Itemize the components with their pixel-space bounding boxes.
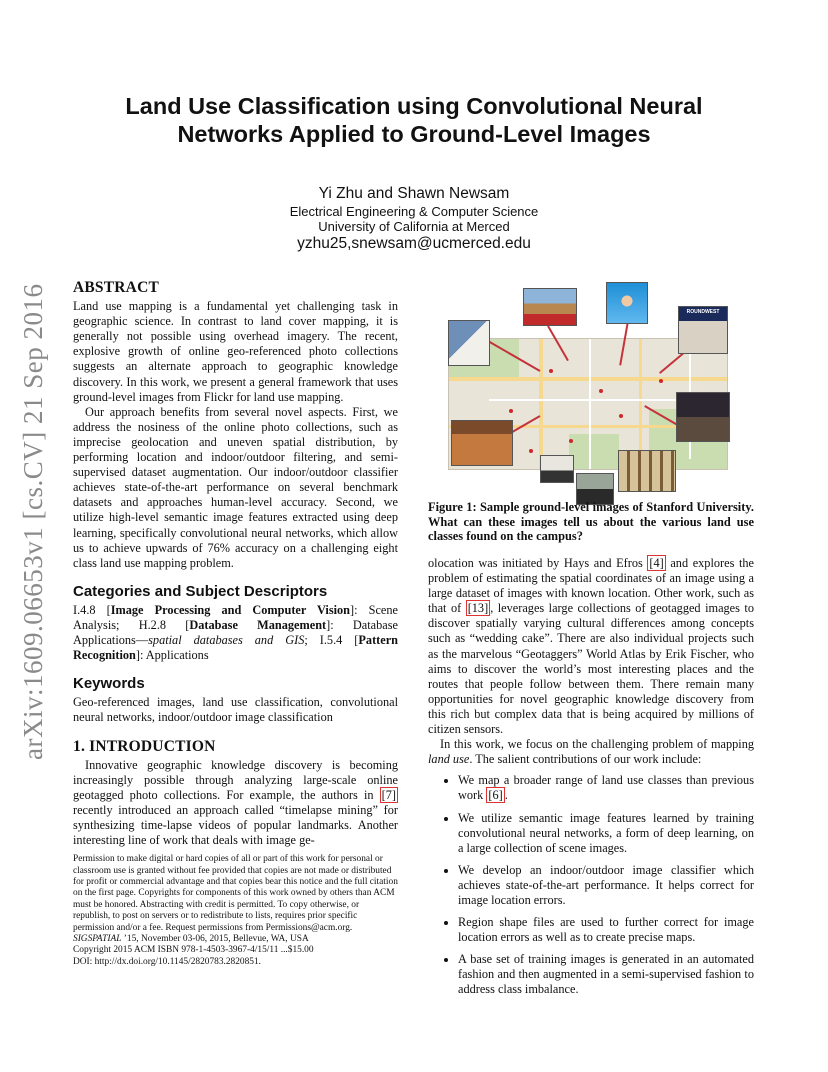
photo-thumbnail-gym — [451, 420, 513, 466]
list-item: • A base set of training images is generated in an automated fashion and then augmented in a semi-supervised fashion to address class imbalance. — [458, 952, 754, 997]
introduction-heading: 1. INTRODUCTION — [73, 737, 216, 755]
list-item: • We develop an indoor/outdoor image classifier which achieves state-of-the-art performance. It helps correct for image location errors. — [458, 863, 754, 908]
figure-1-caption: Figure 1: Sample ground-level images of Stanford University. What can these images tell us about the various land use classes found on the campus? — [428, 500, 754, 544]
citation-4[interactable]: [4] — [649, 556, 664, 570]
list-item: • Region shape files are used to further correct for image location errors as well as to create precise maps. — [458, 915, 754, 945]
venue-line: SIGSPATIAL ’15, November 03-06, 2015, Bellevue, WA, USA — [73, 934, 309, 945]
photo-thumbnail-building — [523, 288, 577, 326]
figure-1 — [428, 280, 754, 505]
author-block — [160, 184, 668, 253]
photo-thumbnail-swimmer — [606, 282, 648, 324]
right-paragraph-2: In this work, we focus on the challenging problem of mapping land use. The salient contributions of our work include: — [428, 737, 754, 767]
left-column — [73, 280, 398, 968]
citation-6[interactable]: [6] — [488, 788, 503, 803]
title-line-1: Land Use Classification using Convolutional Neural — [125, 93, 703, 119]
permission-block — [73, 854, 398, 968]
keywords-heading: Keywords — [73, 675, 145, 693]
photo-thumbnail-dorm-room — [448, 320, 490, 366]
citation-13[interactable]: [13] — [467, 601, 489, 616]
keywords-text: Geo-referenced images, land use classification, convolutional neural networks, indoor/outdoor image classification — [73, 695, 398, 725]
citation-7[interactable]: [7] — [381, 787, 396, 802]
photo-thumbnail-classroom — [540, 455, 574, 483]
copyright-line: Copyright 2015 ACM ISBN 978-1-4503-3967-4/15/11 ...$15.00 — [73, 945, 314, 956]
categories-heading: Categories and Subject Descriptors — [73, 582, 328, 600]
paper-title — [60, 92, 768, 148]
thumbnail-label: ROUNDWEST — [686, 309, 720, 315]
author-department: Electrical Engineering & Computer Science — [289, 204, 539, 219]
abstract-paragraph-1: Land use mapping is a fundamental yet challenging task in geographic science. In contrast to land cover mapping, it is generally not possible using overhead imagery. The recent, explosive growth of online geo-referenced photo collections suggests an alternate approach to geographic knowledge discovery. In this work, we present a general framework that uses ground-level images from Flickr for land use mapping. — [73, 299, 398, 404]
title-line-2: Networks Applied to Ground-Level Images — [177, 121, 651, 147]
list-item: • We map a broader range of land use classes than previous work [6] . — [458, 773, 754, 803]
permission-text: Permission to make digital or hard copies of all or part of this work for personal or classroom use is granted without fee provided that copies are not made or distributed for profit or commercial advantage and that copies bear this notice and the full citation on the first page. Copyrights for components of this work owned by others than ACM must be honored. Abstracting with credit is permitted. To copy otherwise, or republish, to post on servers or to redistribute to lists, requires prior specific permission and/or a fee. Request permissions from Permissions@acm.org. — [73, 854, 398, 933]
photo-thumbnail-party — [676, 392, 730, 442]
arxiv-identifier: arXiv:1609.06653v1 [cs.CV] 21 Sep 2016 — [18, 283, 48, 760]
author-names: Yi Zhu and Shawn Newsam — [318, 185, 510, 202]
author-university: University of California at Merced — [318, 219, 510, 234]
contributions-list — [428, 773, 754, 997]
right-column — [428, 556, 754, 1005]
photo-thumbnail-tennis — [678, 306, 728, 354]
abstract-paragraph-2: Our approach benefits from several novel aspects. First, we address the nosiness of the online photo collections, such as imprecise geolocation and uneven spatial distribution, by performing location and indoor/outdoor filtering, and semi-supervised dataset augmentation. Our indoor/outdoor classifier achieves state-of-the-art performance on several benchmark datasets and approaches human-level accuracy. Second, we utilize high-level semantic image features extracted using deep learning, specifically convolutional neural networks, which allow us to achieve upwards of 76% accuracy on a challenging eight class land use mapping problem. — [73, 404, 398, 570]
right-paragraph-1: olocation was initiated by Hays and Efros [4] and explores the problem of estimating the spatial coordinates of an image using a large dataset of images with known location. Other work, such as that of [13] , leverages large collections of geotagged images to discover spatially varying cultural differences among concepts such as “wedding cake”. There are also individual projects such as the marvelous “Geotaggers” World Atlas by Erik Fischer, who aims to discover the world’s most interesting places and the routes that people follow between them. There remain many opportunities for novel geographic knowledge discovery from this rich but complex data that is being acquired by millions of citizen sensors. — [428, 556, 754, 737]
introduction-paragraph: Innovative geographic knowledge discovery is becoming increasingly possible through analyzing large-scale online geotagged photo collections. For example, the authors in [7] recently introduced an approach called “timelapse mining” for synthesizing time-lapse videos of popular landmarks. Another interesting line of work that deals with image ge- — [73, 757, 398, 848]
photo-thumbnail-arcade — [618, 450, 676, 492]
abstract-heading: ABSTRACT — [73, 279, 160, 296]
categories-text: I.4.8 [Image Processing and Computer Vision]: Scene Analysis; H.2.8 [Database Management]: Database Applications—spatial databases and GIS; I.5.4 [Pattern Recognition]: Applications — [73, 602, 399, 663]
doi-line: DOI: http://dx.doi.org/10.1145/2820783.2820851. — [73, 956, 262, 967]
list-item: • We utilize semantic image features learned by training convolutional neural networks, a form of deep learning, on a large collection of scene images. — [458, 811, 754, 856]
author-email: yzhu25,snewsam@ucmerced.edu — [297, 235, 531, 252]
